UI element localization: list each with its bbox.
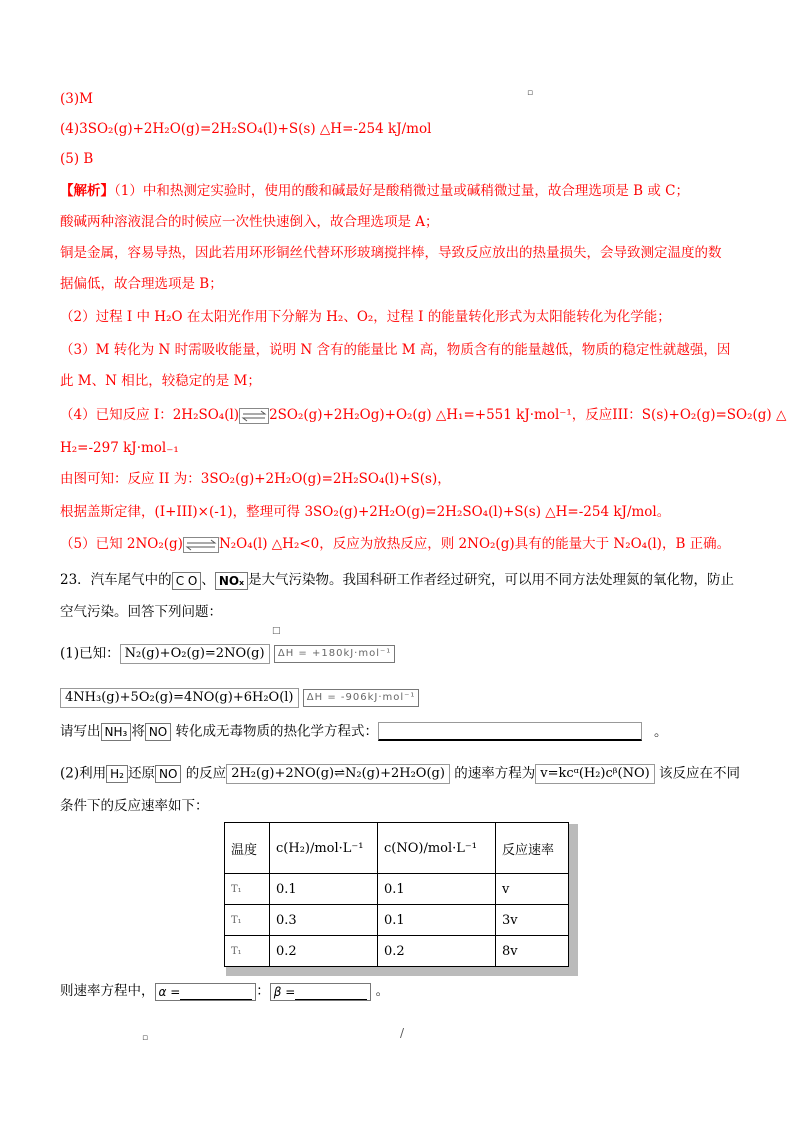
- analysis-line-4: 据偏低，故合理选项是 B；: [60, 276, 223, 292]
- analysis-line-12: （5）已知 2NO₂(g) N₂O₄(l) △H₂<0，反应为放热反应，则 2NO₂(g)具有的能量大于 N₂O₄(l)，B 正确。: [60, 536, 731, 552]
- delta-h-1: ΔH = +180kJ·mol⁻¹: [274, 645, 395, 663]
- table-header-row: [225, 823, 569, 874]
- analysis-line-7: 此 M、N 相比，较稳定的是 M；: [60, 373, 261, 389]
- answer-4: (4)3SO₂(g)+2H₂O(g)=2H₂SO₄(l)+S(s) △H=-254 kJ/mol: [60, 121, 432, 137]
- analysis-line-10: 由图可知：反应 II 为：3SO₂(g)+2H₂O(g)=2H₂SO₄(l)+S(s)，: [60, 471, 451, 487]
- analysis-line-8: （4）已知反应 I：2H₂SO₄(l) 2SO₂(g)+2H₂Og)+O₂(g) △H₁=+551 kJ·mol⁻¹，反应III：S(s)+O₂(g)=SO₂(g) △: [60, 407, 787, 423]
- table-cell: 0.1: [270, 874, 378, 905]
- co-formula: C O: [172, 572, 202, 590]
- q23-final: 则速率方程中， α = ： β = 。: [60, 983, 390, 999]
- table-cell: T₁: [225, 936, 270, 967]
- table-cell: 0.1: [378, 905, 496, 936]
- answer-5: (5) B: [60, 151, 94, 167]
- q23-sub2: (2)利用 H₂ 还原 NO 的反应 2H₂(g)+2NO(g)⇌N₂(g)+2H₂O(g) 的速率方程为 v=kcᵅ(H₂)cᵝ(NO) 该反应在不同: [60, 764, 740, 784]
- no-formula-2: NO: [155, 765, 181, 783]
- answer-blank-equation[interactable]: [378, 722, 642, 741]
- table-header: c(H₂)/mol·L⁻¹: [270, 823, 378, 874]
- marker-mid: □: [272, 626, 281, 636]
- table-cell: 8v: [496, 936, 569, 967]
- table-cell: T₁: [225, 874, 270, 905]
- equilibrium-arrow-icon: [239, 408, 269, 424]
- marker-top: ▫: [527, 88, 534, 98]
- table-cell: 0.2: [270, 936, 378, 967]
- q23-sub1: (1)已知： N₂(g)+O₂(g)=2NO(g) ΔH = +180kJ·mol⁻¹: [60, 644, 395, 664]
- q23-eq2-line: [60, 688, 419, 708]
- rate-table: [224, 822, 569, 967]
- analysis-line-5: （2）过程 I 中 H₂O 在太阳光作用下分解为 H₂、O₂，过程 I 的能量转化形式为太阳能转化为化学能；: [60, 309, 671, 325]
- table-header: 温度: [225, 823, 270, 874]
- analysis-tag: 【解析】: [60, 183, 114, 199]
- answer-3: (3)M: [60, 91, 93, 107]
- q23-sub2-line2: 条件下的反应速率如下：: [60, 798, 209, 814]
- table-header: c(NO)/mol·L⁻¹: [378, 823, 496, 874]
- analysis-line-9: H₂=-297 kJ·mol₋₁: [60, 440, 179, 456]
- nox-formula: NOₓ: [215, 572, 248, 590]
- equilibrium-arrow-icon: [183, 537, 219, 553]
- table-cell: 0.3: [270, 905, 378, 936]
- alpha-answer-box[interactable]: α =: [155, 983, 257, 1001]
- beta-answer-box[interactable]: β =: [270, 983, 372, 1001]
- table-row: [225, 936, 569, 967]
- marker-bottom-center: /: [400, 1026, 405, 1040]
- analysis-line-11: 根据盖斯定律，(I+III)×(-1)，整理可得 3SO₂(g)+2H₂O(g)=2H₂SO₄(l)+S(s) △H=-254 kJ/mol。: [60, 504, 671, 520]
- equation-1: N₂(g)+O₂(g)=2NO(g): [120, 644, 270, 664]
- h2-formula: H₂: [106, 765, 128, 783]
- nh3-formula: NH₃: [101, 723, 132, 741]
- equation-2: 4NH₃(g)+5O₂(g)=4NO(g)+6H₂O(l): [60, 688, 299, 708]
- q23-sub1-question: 请写出 NH₃ 将 NO 转化成无毒物质的热化学方程式： 。: [60, 723, 668, 740]
- table-cell: 0.1: [378, 874, 496, 905]
- analysis-line-1: 【解析】（1）中和热测定实验时，使用的酸和碱最好是酸稍微过量或碱稍微过量，故合理选项是 B 或 C；: [60, 183, 689, 199]
- table-header: 反应速率: [496, 823, 569, 874]
- delta-h-2: ΔH = -906kJ·mol⁻¹: [303, 689, 420, 707]
- marker-bottom-left: ▫: [142, 1033, 149, 1043]
- table-cell: T₁: [225, 905, 270, 936]
- table-row: [225, 874, 569, 905]
- table-row: [225, 905, 569, 936]
- equation-3: 2H₂(g)+2NO(g)⇌N₂(g)+2H₂O(g): [226, 764, 450, 784]
- table-cell: 3v: [496, 905, 569, 936]
- table-cell: v: [496, 874, 569, 905]
- analysis-line-3: 铜是金属，容易导热，因此若用环形铜丝代替环形玻璃搅拌棒，导致反应放出的热量损失，会导致测定温度的数: [60, 245, 722, 261]
- analysis-line-6: （3）M 转化为 N 时需吸收能量，说明 N 含有的能量比 M 高，物质含有的能量越低，物质的稳定性就越强，因: [60, 342, 731, 358]
- table-cell: 0.2: [378, 936, 496, 967]
- q23-line-2: 空气污染。回答下列问题：: [60, 604, 222, 620]
- rate-equation: v=kcᵅ(H₂)cᵝ(NO): [535, 764, 654, 784]
- q23-line-1: 23．汽车尾气中的 C O 、 NOₓ 是大气污染物。我国科研工作者经过研究，可以用不同方法处理氮的氧化物，防止: [60, 572, 735, 588]
- analysis-line-2: 酸碱两种溶液混合的时候应一次性快速倒入，故合理选项是 A；: [60, 214, 439, 230]
- no-formula: NO: [145, 723, 171, 741]
